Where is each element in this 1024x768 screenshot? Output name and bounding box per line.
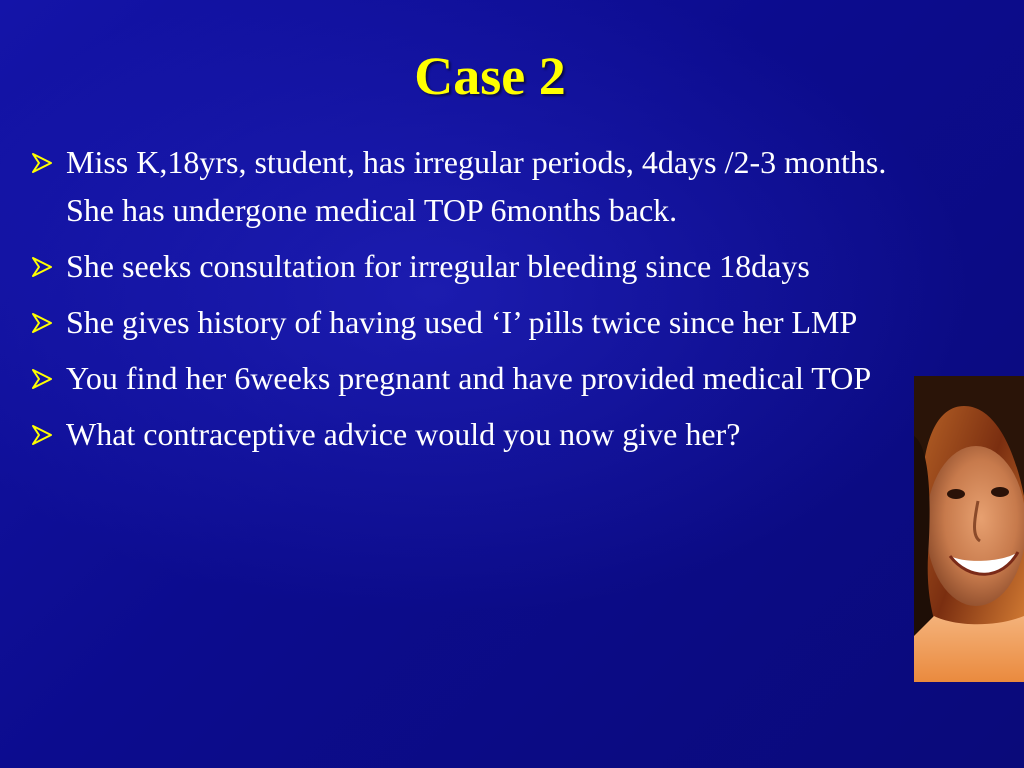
bullet-item bbox=[30, 242, 910, 290]
bullet-text: She gives history of having used ‘I’ pills twice since her LMP bbox=[66, 304, 858, 340]
bullet-text: She seeks consultation for irregular bleeding since 18days bbox=[66, 248, 810, 284]
bullet-item bbox=[30, 410, 910, 458]
woman-photo bbox=[914, 376, 1024, 682]
bullet-text: You find her 6weeks pregnant and have provided medical TOP bbox=[66, 360, 872, 396]
bullet-list bbox=[30, 138, 910, 466]
arrowhead-bullet-icon bbox=[30, 410, 56, 458]
bullet-item bbox=[30, 354, 910, 402]
bullet-item bbox=[30, 298, 910, 346]
smiling-woman-photo-icon bbox=[914, 376, 1024, 682]
arrowhead-bullet-icon bbox=[30, 354, 56, 402]
bullet-item bbox=[30, 138, 910, 234]
arrowhead-bullet-icon bbox=[30, 298, 56, 346]
arrowhead-bullet-icon bbox=[30, 138, 56, 186]
arrowhead-bullet-icon bbox=[30, 242, 56, 290]
bullet-text: What contraceptive advice would you now give her? bbox=[66, 416, 741, 452]
slide-title: Case 2 bbox=[414, 46, 566, 106]
bullet-text: Miss K,18yrs, student, has irregular periods, 4days /2-3 months. She has undergone medical TOP 6months back. bbox=[66, 144, 887, 228]
